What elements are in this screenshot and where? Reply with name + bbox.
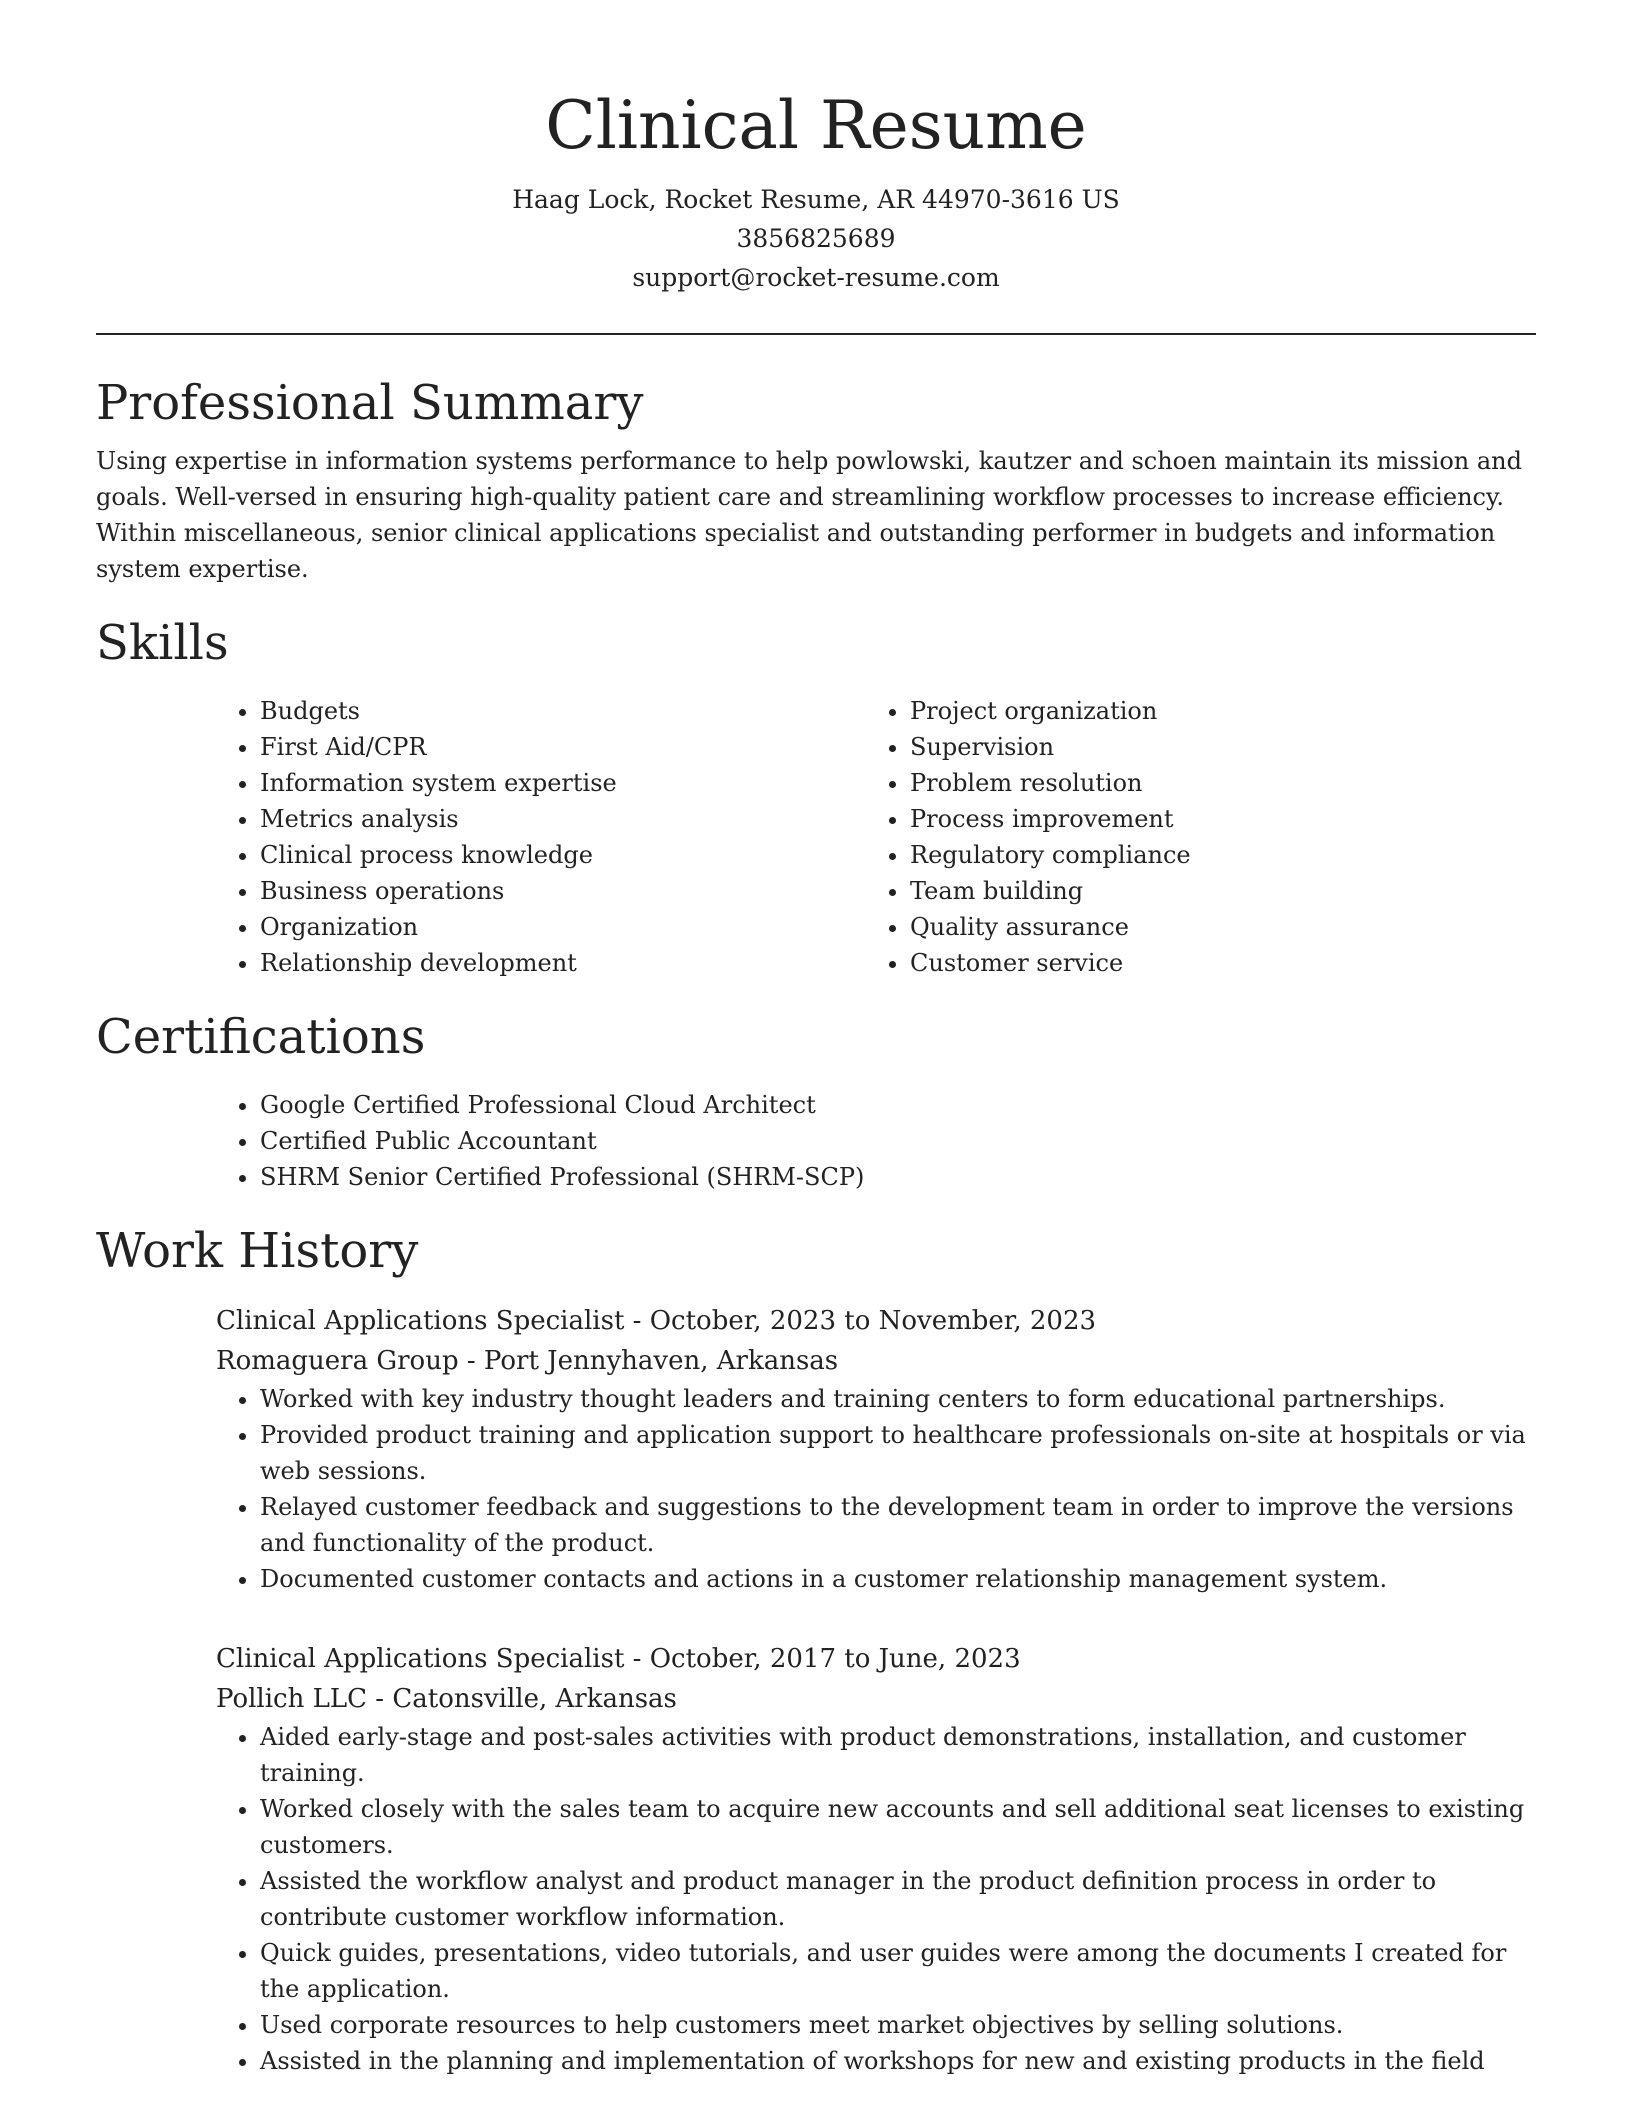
list-item: • Supervision: [910, 729, 1516, 765]
list-item: • Regulatory compliance: [910, 837, 1516, 873]
skills-column-right: [866, 693, 1516, 981]
job-bullet: • Documented customer contacts and actions in a customer relationship management system.: [260, 1561, 1536, 1597]
list-item: • Relationship development: [260, 945, 866, 981]
job-bullet: • Worked with key industry thought leaders and training centers to form educational partnerships.: [260, 1381, 1536, 1417]
certifications-block: [216, 1087, 1536, 1195]
header-divider: [96, 333, 1536, 335]
skills-grid: [216, 693, 1536, 981]
job-bullet: • Assisted the workflow analyst and product manager in the product definition process in order to contribute customer workflow information.: [260, 1863, 1536, 1935]
work-history-heading: Work History: [96, 1223, 419, 1279]
job-company-line: [216, 1341, 1536, 1381]
job-company: Pollich LLC: [216, 1684, 368, 1714]
job-dates: - October, 2023 to November, 2023: [624, 1306, 1097, 1336]
list-item: • First Aid/CPR: [260, 729, 866, 765]
list-item: • Business operations: [260, 873, 866, 909]
list-item: • SHRM Senior Certified Professional (SHRM-SCP): [260, 1159, 1536, 1195]
list-item: • Google Certified Professional Cloud Architect: [260, 1087, 1536, 1123]
job-dates: - October, 2017 to June, 2023: [624, 1644, 1021, 1674]
list-item: • Budgets: [260, 693, 866, 729]
job-company-line: [216, 1679, 1536, 1719]
job-title-line: [216, 1301, 1536, 1341]
certifications-section: [96, 1007, 1536, 1195]
job-bullet: • Aided early-stage and post-sales activities with product demonstrations, installation, and customer training.: [260, 1719, 1536, 1791]
contact-address: Haag Lock, Rocket Resume, AR 44970-3616 US: [512, 185, 1120, 214]
jobs-container: [216, 1301, 1536, 2079]
list-item: • Organization: [260, 909, 866, 945]
job-bullet: • Quick guides, presentations, video tutorials, and user guides were among the documents I created for the application.: [260, 1935, 1536, 2007]
skills-list-right: [866, 693, 1516, 981]
job-title: Clinical Applications Specialist: [216, 1644, 625, 1674]
job-title-line: [216, 1639, 1536, 1679]
job-bullet-list: [216, 1381, 1536, 1597]
job-bullet: • Used corporate resources to help customers meet market objectives by selling solutions.: [260, 2007, 1536, 2043]
skills-column-left: [216, 693, 866, 981]
list-item: • Process improvement: [910, 801, 1516, 837]
list-item: • Metrics analysis: [260, 801, 866, 837]
skills-list-left: [216, 693, 866, 981]
job-bullet: • Provided product training and application support to healthcare professionals on-site at hospitals or via web sessions.: [260, 1417, 1536, 1489]
list-item: • Quality assurance: [910, 909, 1516, 945]
job-title: Clinical Applications Specialist: [216, 1306, 625, 1336]
list-item: • Team building: [910, 873, 1516, 909]
certifications-list: [216, 1087, 1536, 1195]
list-item: • Certified Public Accountant: [260, 1123, 1536, 1159]
list-item: • Clinical process knowledge: [260, 837, 866, 873]
list-item: • Information system expertise: [260, 765, 866, 801]
resume-page: [96, 0, 1536, 2079]
certifications-heading: Certifications: [96, 1009, 426, 1065]
summary-section: [96, 373, 1536, 587]
job-entry: [216, 1639, 1536, 2079]
job-entry: [216, 1301, 1536, 1597]
work-history-section: [96, 1221, 1536, 2079]
job-bullet: • Assisted in the planning and implementation of workshops for new and existing products in the field: [260, 2043, 1536, 2079]
job-bullet: • Worked closely with the sales team to acquire new accounts and sell additional seat licenses to existing customers.: [260, 1791, 1536, 1863]
resume-header: [96, 0, 1536, 297]
skills-heading: Skills: [96, 615, 229, 671]
list-item: • Problem resolution: [910, 765, 1516, 801]
list-item: • Project organization: [910, 693, 1516, 729]
contact-phone: 3856825689: [736, 224, 896, 253]
job-company: Romaguera Group: [216, 1346, 459, 1376]
job-bullet: • Relayed customer feedback and suggestions to the development team in order to improve the versions and functionality of the product.: [260, 1489, 1536, 1561]
contact-block: [96, 180, 1536, 297]
contact-email[interactable]: support@rocket-resume.com: [632, 263, 1000, 292]
list-item: • Customer service: [910, 945, 1516, 981]
resume-title: Clinical Resume: [545, 87, 1087, 164]
job-bullet-list: [216, 1719, 1536, 2079]
job-location: - Port Jennyhaven, Arkansas: [458, 1346, 839, 1376]
skills-section: [96, 613, 1536, 981]
job-location: - Catonsville, Arkansas: [367, 1684, 677, 1714]
summary-heading: Professional Summary: [96, 375, 644, 431]
summary-text: Using expertise in information systems performance to help powlowski, kautzer and schoen maintain its mission and goals. Well-versed in ensuring high-quality patient care and streamlining workflow processes to increase efficiency. Within miscellaneous, senior clinical applications specialist and outstanding performer in budgets and information system expertise.: [96, 447, 1522, 583]
